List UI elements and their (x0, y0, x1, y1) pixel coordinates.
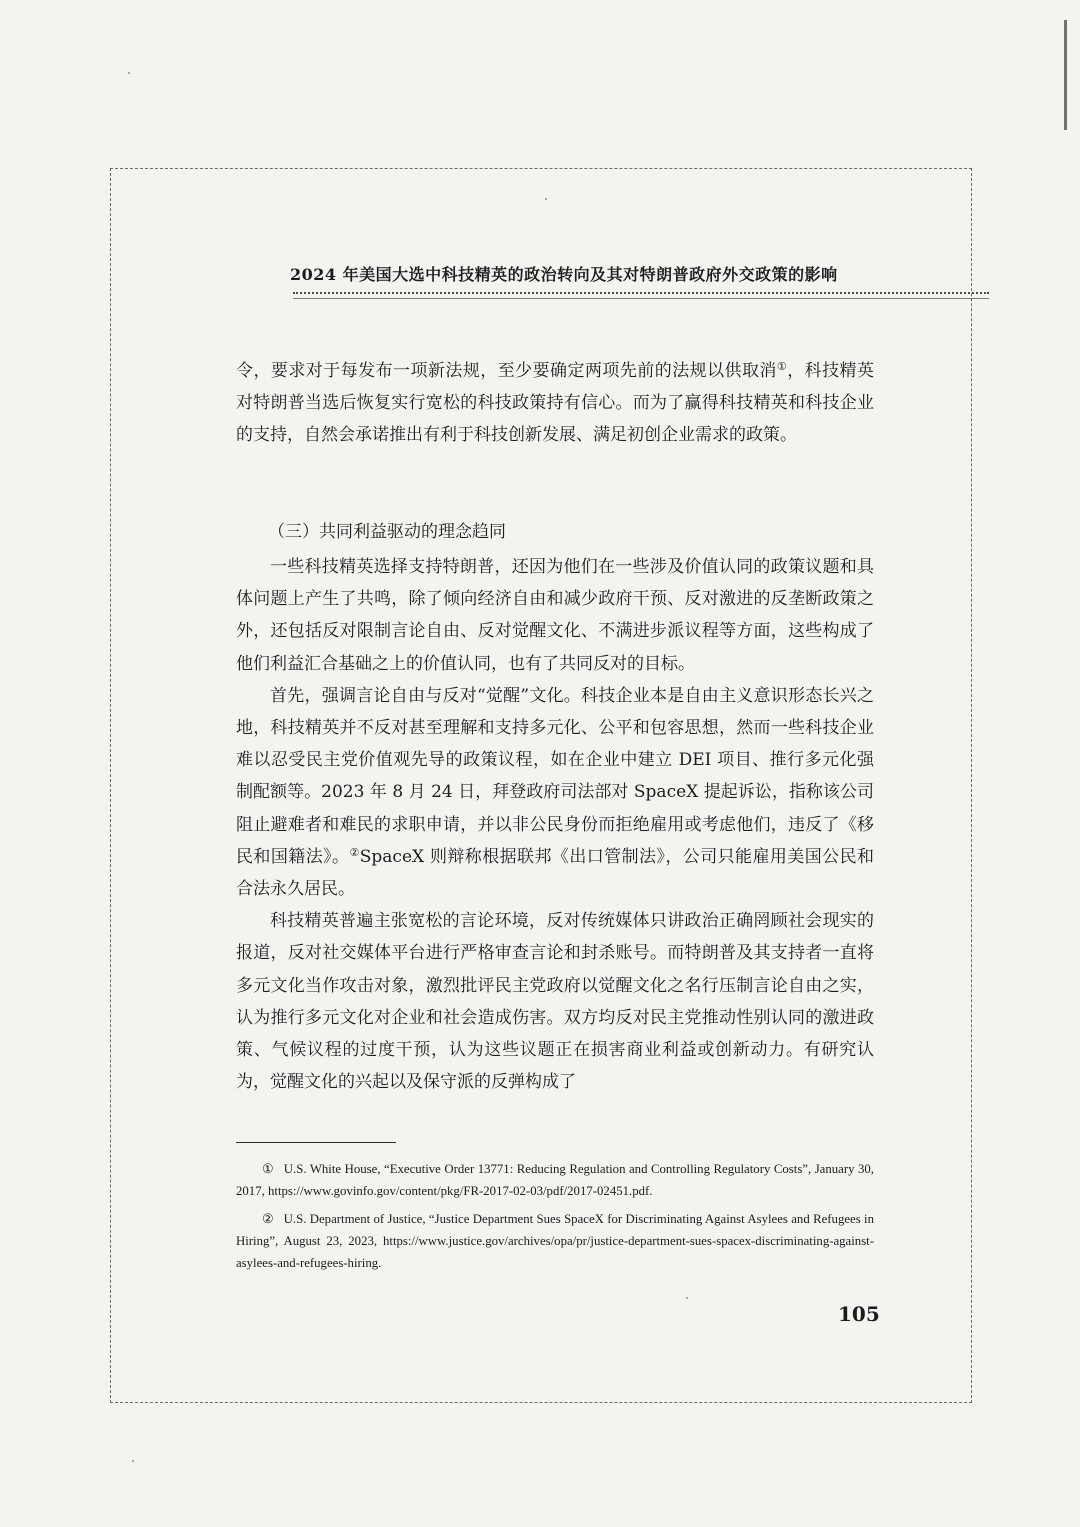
footnote-divider (236, 1142, 396, 1143)
paragraph-1 (236, 355, 874, 452)
scan-speck (128, 72, 130, 74)
paragraph-1-block (236, 355, 874, 452)
paragraph-1-text: 令，要求对于每发布一项新法规，至少要确定两项先前的法规以供取消 (236, 361, 777, 381)
scan-speck (545, 198, 547, 200)
footnote-1-text: U.S. White House, “Executive Order 13771: Reducing Regulation and Controlling Regulatory Costs”, January 30, 2017, https://www.govinfo.gov/content/pkg/FR-2017-02-03/pdf/2017-02451.pdf. (236, 1162, 874, 1198)
footnotes (236, 1158, 874, 1280)
footnote-ref-2[interactable]: ② (349, 845, 360, 859)
paragraph-4: 科技精英普遍主张宽松的言论环境，反对传统媒体只讲政治正确罔顾社会现实的报道，反对社交媒体平台进行严格审查言论和封杀账号。而特朗普及其支持者一直将多元文化当作攻击对象，激烈批评民主党政府以觉醒文化之名行压制言论自由之实，认为推行多元文化对企业和社会造成伤害。双方均反对民主党推动性别认同的激进政策、气候议程的过度干预，认为这些议题正在损害商业利益或创新动力。有研究认为，觉醒文化的兴起以及保守派的反弹构成了 (236, 911, 874, 1093)
header-rule (293, 292, 989, 299)
footnote-ref-1[interactable]: ① (776, 360, 788, 373)
footnote-2 (236, 1208, 874, 1274)
paragraph-3-continued: SpaceX 则辩称根据联邦《出口管制法》，公司只能雇用美国公民和合法永久居民。 (236, 846, 874, 900)
scan-speck (132, 1460, 134, 1462)
footnote-2-mark: ② (262, 1212, 274, 1226)
running-header: 2024 年美国大选中科技精英的政治转向及其对特朗普政府外交政策的影响 (290, 265, 838, 284)
footnote-1-mark: ① (262, 1162, 274, 1176)
scan-speck (686, 1297, 688, 1299)
paragraph-3-text: 首先，强调言论自由与反对“觉醒”文化。科技企业本是自由主义意识形态长兴之地，科技精英并不反对甚至理解和支持多元化、公平和包容思想，然而一些科技企业难以忍受民主党价值观先导的政策议程，如在企业中建立 DEI 项目、推行多元化强制配额等。2023 年 8 月 24 日，拜登政府司法部对 SpaceX 提起诉讼，指称该公司阻止避难者和难民的求职申请，并以非公民身份而拒绝雇用或考虑他们，违反了《移民和国籍法》。 (236, 685, 874, 867)
main-text-block (236, 551, 874, 1098)
paragraph-1-continued: ，科技精英对特朗普当选后恢复实行宽松的科技政策持有信心。而为了赢得科技精英和科技企业的支持，自然会承诺推出有利于科技创新发展、满足初创企业需求的政策。 (236, 361, 874, 446)
section-heading: （三）共同利益驱动的理念趋同 (268, 522, 506, 542)
footnote-1 (236, 1158, 874, 1202)
page-number: 105 (838, 1302, 880, 1326)
paragraph-3 (236, 680, 874, 905)
footnote-2-text: U.S. Department of Justice, “Justice Department Sues SpaceX for Discriminating Against Asylees and Refugees in Hiring”, August 23, 2023, https://www.justice.gov/archives/opa/pr/justice-department-sues-spacex-discriminating-against-asylees-and-refugees-hiring. (236, 1212, 874, 1270)
paragraph-2: 一些科技精英选择支持特朗普，还因为他们在一些涉及价值认同的政策议题和具体问题上产生了共鸣，除了倾向经济自由和减少政府干预、反对激进的反垄断政策之外，还包括反对限制言论自由、反对觉醒文化、不满进步派议程等方面，这些构成了他们利益汇合基础之上的价值认同，也有了共同反对的目标。 (236, 557, 874, 674)
scan-edge-mark (1064, 20, 1071, 130)
